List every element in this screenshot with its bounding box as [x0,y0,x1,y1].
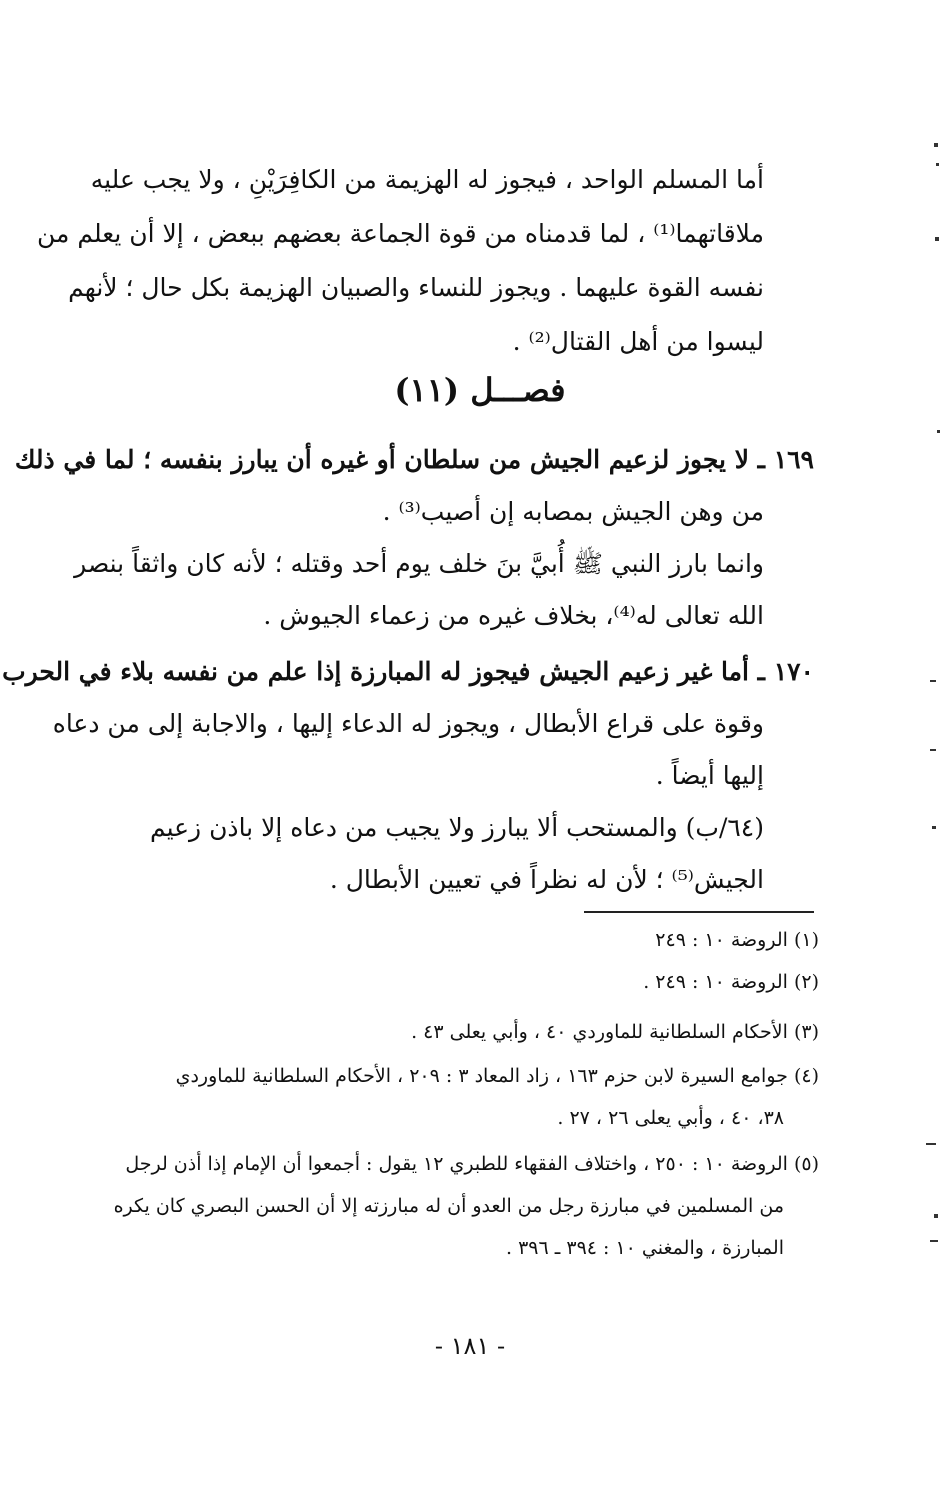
scan-speck [935,237,939,241]
page-number: - ١٨١ - [434,1332,506,1360]
footnote-2: (٢) الروضة ١٠ : ٢٤٩ . [643,971,819,993]
item-170-line-5: الجيش⁽⁵⁾ ؛ لأن له نظراً في تعيين الأبطال . [329,865,764,894]
scan-speck [930,680,936,682]
intro-line-2: ملاقاتهما⁽¹⁾ ، لما قدمناه من قوة الجماعة بعضهم ببعض ، إلا أن يعلم من [37,219,764,248]
scan-speck [930,1240,938,1242]
footnote-5: (٥) الروضة ١٠ : ٢٥٠ ، واختلاف الفقهاء للطبري ١٢ يقول : أجمعوا أن الإمام إذا أذن لرجل [125,1153,819,1175]
scan-speck [930,749,936,751]
footnote-3: (٣) الأحكام السلطانية للماوردي ٤٠ ، وأبي يعلى ٤٣ . [411,1021,819,1043]
intro-line-3: نفسه القوة عليهما . ويجوز للنساء والصبيان الهزيمة بكل حال ؛ لأنهم [68,273,764,302]
intro-line-4: ليسوا من أهل القتال⁽²⁾ . [512,327,764,356]
scan-speck [932,826,936,829]
footnote-5-continued-2: المبارزة ، والمغني ١٠ : ٣٩٤ ـ ٣٩٦ . [505,1237,784,1259]
item-170-heading: ١٧٠ ـ أما غير زعيم الجيش فيجوز له المبارزة إذا علم من نفسه بلاء في الحرب [2,657,814,686]
item-170-line-2: وقوة على قراع الأبطال ، ويجوز له الدعاء إليها ، والاجابة إلى من دعاه [52,709,764,738]
footnote-separator [584,911,814,913]
item-169-heading: ١٦٩ ـ لا يجوز لزعيم الجيش من سلطان أو غيره أن يبارز بنفسه ؛ لما في ذلك [14,445,814,474]
footnote-4: (٤) جوامع السيرة لابن حزم ١٦٣ ، زاد المعاد ٣ : ٢٠٩ ، الأحكام السلطانية للماوردي [175,1065,819,1087]
footnote-1: (١) الروضة ١٠ : ٢٤٩ [655,929,819,951]
item-170-line-4: (٦٤/ب) والمستحب ألا يبارز ولا يجيب من دعاه إلا باذن زعيم [149,813,764,842]
footnote-5-continued-1: من المسلمين في مبارزة رجل من العدو أن له مبارزته إلا أن الحسن البصري كان يكره [113,1195,784,1217]
item-169-line-4: الله تعالى له⁽⁴⁾، بخلاف غيره من زعماء الجيوش . [263,601,764,630]
intro-line-1: أما المسلم الواحد ، فيجوز له الهزيمة من الكافِرَيْنِ ، ولا يجب عليه [90,165,764,194]
section-heading: فصـــل (١١) [394,371,566,409]
item-170-line-3: إليها أيضاً . [655,761,764,790]
item-169-line-2: من وهن الجيش بمصابه إن أصيب⁽³⁾ . [382,497,764,526]
scan-speck [937,430,940,433]
footnote-4-continued: ٣٨، ٤٠ ، وأبي يعلى ٢٦ ، ٢٧ . [557,1107,784,1129]
scan-speck [926,1143,936,1145]
scan-speck [936,163,939,166]
scan-speck [934,1214,938,1218]
scan-speck [934,143,938,147]
item-169-line-3: وانما بارز النبي ﷺ أُبيَّ بنَ خلف يوم أحد وقتله ؛ لأنه كان واثقاً بنصر [74,549,764,578]
